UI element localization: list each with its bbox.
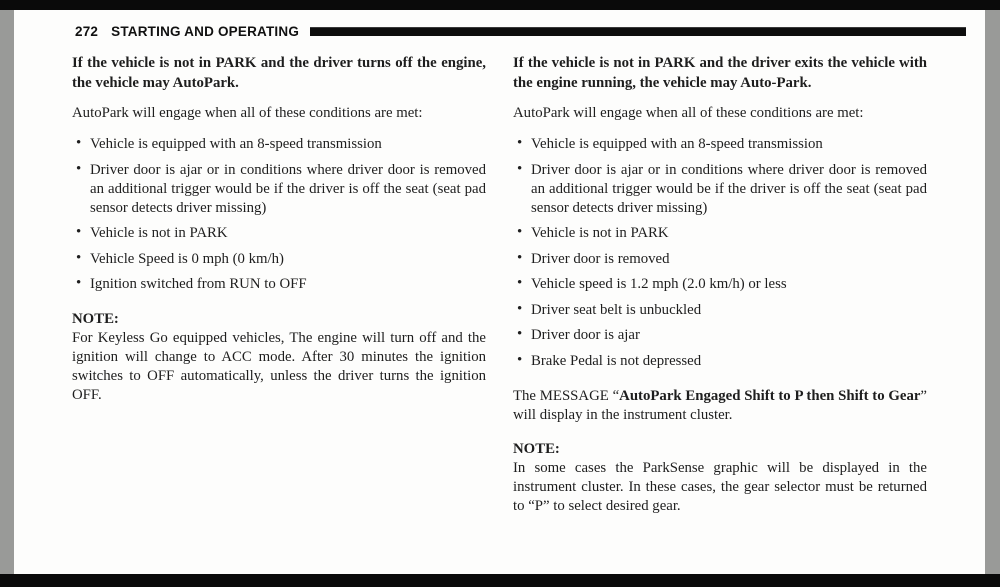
list-item: • Brake Pedal is not depressed bbox=[513, 352, 927, 371]
section-heading-autopark-engine-off: If the vehicle is not in PARK and the driver turns off the engine, the vehicle may AutoPark. bbox=[72, 55, 486, 91]
conditions-list bbox=[72, 135, 486, 294]
message-suffix: ” will display in the instrument cluster. bbox=[513, 387, 927, 423]
conditions-intro: AutoPark will engage when all of these conditions are met: bbox=[513, 105, 864, 121]
list-item: • Vehicle is not in PARK bbox=[513, 224, 927, 243]
note-label: NOTE: bbox=[72, 311, 119, 327]
list-item: • Vehicle is equipped with an 8-speed transmission bbox=[72, 135, 486, 154]
list-item: • Vehicle is not in PARK bbox=[72, 224, 486, 243]
list-item: • Vehicle is equipped with an 8-speed transmission bbox=[513, 135, 927, 154]
chapter-title: STARTING AND OPERATING bbox=[111, 24, 300, 39]
message-prefix: The MESSAGE “ bbox=[513, 387, 620, 404]
section-heading-autopark-driver-exits: If the vehicle is not in PARK and the driver exits the vehicle with the engine running, the vehicle may Auto-Park. bbox=[513, 55, 927, 91]
list-item: • Driver door is ajar or in conditions where driver door is removed an additional trigger would be if the driver is off the seat (seat pad sensor detects driver missing) bbox=[72, 161, 486, 218]
list-item: • Driver door is ajar or in conditions where driver door is removed an additional trigger would be if the driver is off the seat (seat pad sensor detects driver missing) bbox=[513, 161, 927, 218]
note-label: NOTE: bbox=[513, 440, 560, 457]
list-item: • Driver door is removed bbox=[513, 250, 927, 269]
header-rule-bar bbox=[310, 27, 966, 36]
conditions-intro: AutoPark will engage when all of these conditions are met: bbox=[72, 105, 423, 121]
right-column bbox=[513, 54, 927, 516]
page-number: 272 bbox=[75, 24, 99, 39]
list-item: • Ignition switched from RUN to OFF bbox=[72, 275, 486, 294]
note-text: In some cases the ParkSense graphic will be displayed in the instrument cluster. In these cases, the gear selector must be returned to “P” to select desired gear. bbox=[513, 459, 927, 514]
list-item: • Driver seat belt is unbuckled bbox=[513, 301, 927, 320]
message-bold-text: AutoPark Engaged Shift to P then Shift to Gear bbox=[619, 387, 921, 404]
list-item: • Vehicle speed is 1.2 mph (2.0 km/h) or less bbox=[513, 275, 927, 294]
list-item: • Driver door is ajar bbox=[513, 326, 927, 345]
manual-page bbox=[14, 10, 985, 574]
page-header bbox=[75, 24, 966, 39]
list-item: • Vehicle Speed is 0 mph (0 km/h) bbox=[72, 250, 486, 269]
note-text: For Keyless Go equipped vehicles, The engine will turn off and the ignition will change to ACC mode. After 30 minutes the ignition switches to OFF automatically, unless the driver turns the ignition OFF. bbox=[72, 330, 486, 403]
left-column bbox=[72, 54, 486, 405]
conditions-list bbox=[513, 135, 927, 371]
cluster-message-paragraph bbox=[513, 387, 927, 425]
